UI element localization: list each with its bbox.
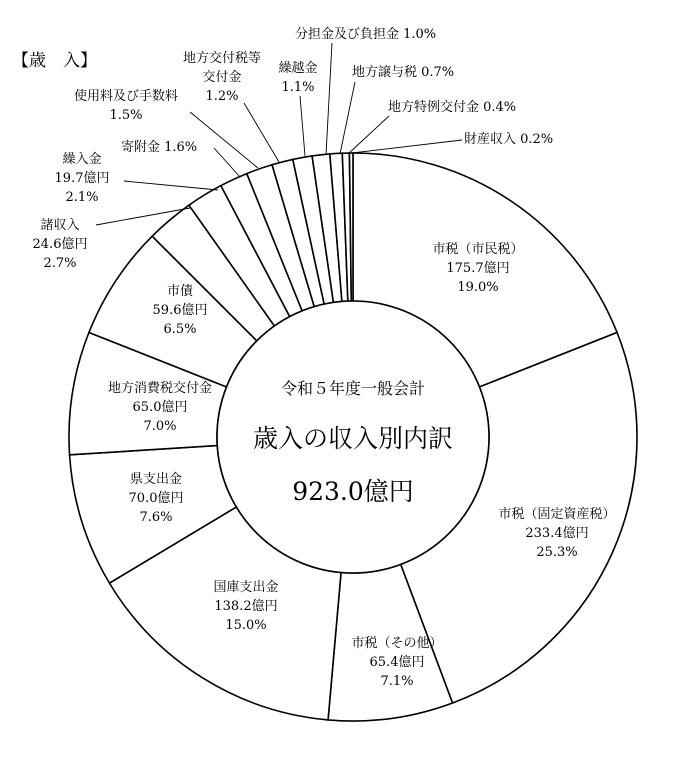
label-buntan [295, 26, 436, 42]
label-joyo [352, 64, 454, 80]
leader-buntan [326, 43, 332, 155]
label-shoshu-percent: 2.7% [43, 256, 77, 271]
label-shimin-name: 市税（市民税） [432, 242, 524, 257]
label-ken-amount: 70.0億円 [128, 491, 184, 506]
label-kifu [121, 139, 197, 155]
label-sonota-amount: 65.4億円 [369, 655, 425, 670]
label-kokko-name: 国庫支出金 [213, 580, 279, 595]
label-kofu-name1: 地方交付税等 [182, 51, 262, 66]
label-shohi-name: 地方消費税交付金 [107, 381, 213, 396]
label-kokko-percent: 15.0% [225, 618, 267, 633]
center-fiscal-year: 令和５年度一般会計 [280, 379, 426, 398]
label-kurii-name: 繰入金 [62, 152, 102, 167]
center-title: 歳入の収入別内訳 [252, 424, 454, 453]
label-ken-percent: 7.6% [139, 510, 173, 525]
label-kurii [55, 151, 110, 205]
label-joyo-text: 地方譲与税 0.7% [352, 65, 455, 80]
label-kurikoshi-name: 繰越金 [278, 61, 318, 76]
label-shohi-percent: 7.0% [143, 419, 177, 434]
label-shoshu-name: 諸収入 [40, 218, 80, 233]
label-kifu-text: 寄附金 1.6% [121, 140, 198, 155]
leader-kurikoshi [300, 96, 305, 156]
label-kurikoshi [278, 60, 317, 95]
label-kokko-amount: 138.2億円 [214, 599, 278, 614]
label-kurii-amount: 19.7億円 [54, 171, 110, 186]
label-shimin-percent: 19.0% [457, 280, 499, 295]
label-zaisan [464, 131, 553, 147]
label-zaisan-text: 財産収入 0.2% [464, 132, 554, 147]
leader-kurii [124, 181, 218, 190]
label-shisai-name: 市債 [166, 284, 194, 299]
label-ken-name: 県支出金 [129, 472, 183, 487]
label-shimin-amount: 175.7億円 [446, 261, 510, 276]
leader-tokurei [348, 116, 389, 154]
label-kotei-percent: 25.3% [536, 545, 578, 560]
leader-zaisan [352, 140, 462, 153]
label-sonota-name: 市税（その他） [351, 636, 443, 651]
label-shisai-amount: 59.6億円 [152, 303, 208, 318]
label-tokurei [388, 99, 516, 115]
label-shohi-amount: 65.0億円 [132, 400, 188, 415]
label-shoshu [33, 217, 88, 271]
label-kofu [183, 50, 261, 104]
label-shiyo-name: 使用料及び手数料 [73, 89, 179, 104]
label-shiyo-percent: 1.5% [109, 108, 143, 123]
label-kotei-amount: 233.4億円 [525, 526, 589, 541]
leader-joyo [340, 82, 355, 154]
label-shisai-percent: 6.5% [163, 322, 197, 337]
label-kurii-percent: 2.1% [65, 190, 99, 205]
center-total: 923.0億円 [292, 477, 414, 506]
label-buntan-text: 分担金及び負担金 1.0% [295, 27, 437, 42]
label-shoshu-amount: 24.6億円 [32, 237, 88, 252]
leader-kofu [244, 103, 279, 162]
label-kofu-percent: 1.2% [205, 89, 239, 104]
label-kotei-name: 市税（固定資産税） [498, 507, 616, 522]
label-kurikoshi-percent: 1.1% [281, 80, 315, 95]
label-tokurei-text: 地方特例交付金 0.4% [388, 100, 517, 115]
label-sonota-percent: 7.1% [380, 674, 414, 689]
label-shiyo [74, 88, 178, 123]
section-label: 【歳 入】 [12, 51, 97, 71]
label-kofu-name2: 交付金 [202, 70, 242, 85]
leader-kifu [214, 148, 240, 177]
